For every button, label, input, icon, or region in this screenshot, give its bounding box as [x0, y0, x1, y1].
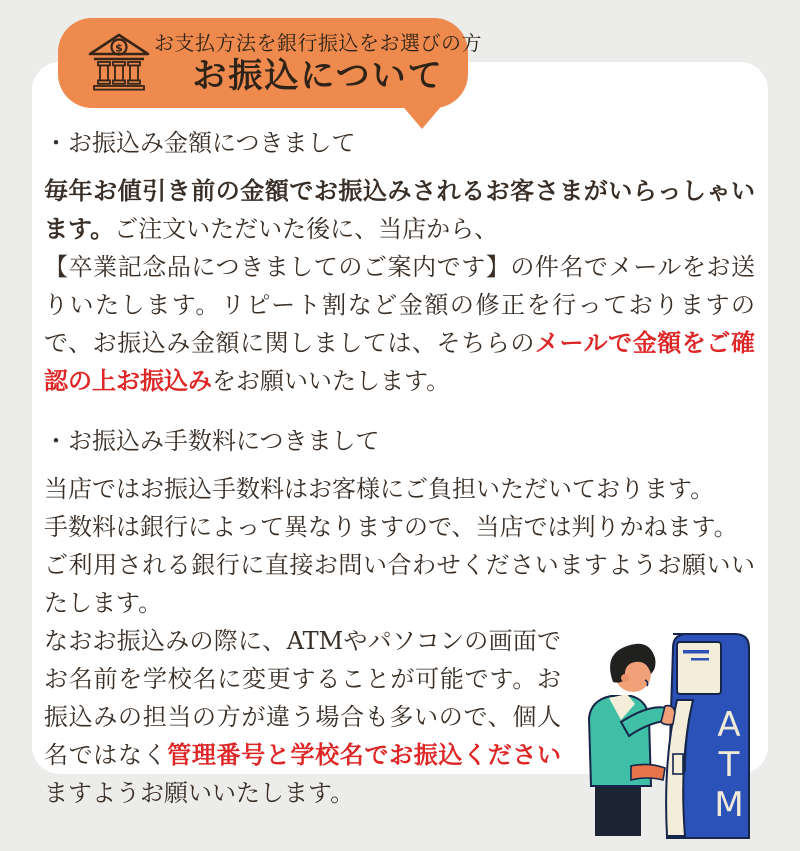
bank-icon — [84, 30, 154, 96]
section-heading-fee: ・お振込み手数料につきまして — [44, 427, 380, 455]
amount-paragraph: 毎年お値引き前の金額でお振込みされるお客さまがいらっしゃいます。ご注文いただいた後に、当店から、 【卒業記念品につきましてのご案内です】の件名でメールをお送りいたします。リピート割など金額の修正を行っておりますので、お振込み金額に関しましては、そちらのメールで金額をご確認の上お振込みをお願いいたします。 — [44, 176, 755, 395]
section-heading-amount: ・お振込み金額につきまして — [44, 129, 356, 157]
atm-paragraph-text: なおお振込みの際に、ATMやパソコンの画面でお名前を学校名に変更することが可能です。お振込みの担当の方が違う場合も多いので、個人名ではなく管理番号と学校名でお振込くださいますようお願いいたします。 — [44, 627, 561, 807]
bubble-subtitle: お支払方法を銀行振込をお選びの方 — [154, 31, 482, 55]
atm-letter-a: A — [717, 705, 741, 745]
atm-letter-t: T — [718, 745, 740, 785]
atm-letter-m: M — [714, 785, 744, 825]
atm-name-paragraph — [44, 622, 755, 825]
payment-info-bubble — [58, 18, 482, 108]
page-title: お振込について — [192, 56, 444, 96]
transfer-info-card — [32, 62, 768, 825]
dollar-sign: $ — [115, 41, 123, 55]
fee-paragraph: 当店ではお振込手数料はお客様にご負担いただいております。 手数料は銀行によって異なりますので、当店では判りかねます。 ご利用される銀行に直接お問い合わせくださいますようお願いいたします。 — [44, 475, 755, 617]
atm-illustration — [573, 626, 755, 840]
